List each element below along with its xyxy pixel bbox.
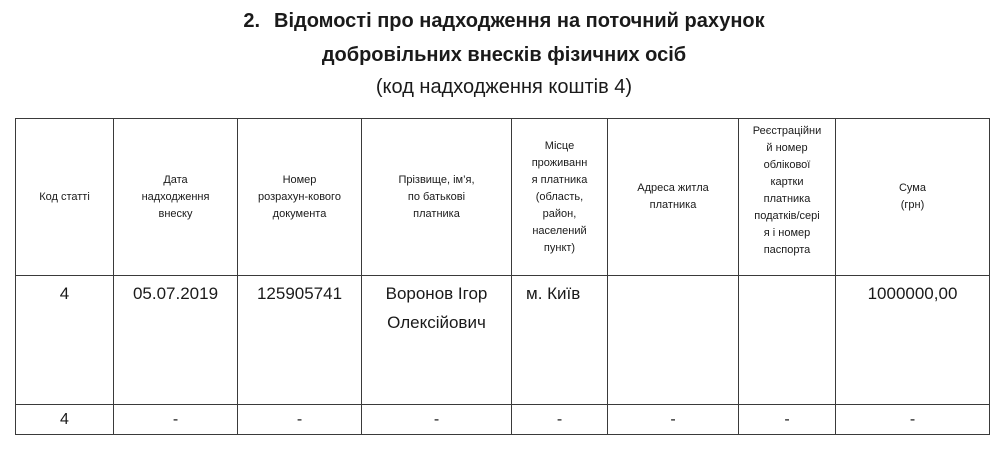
- cell-address: -: [608, 405, 739, 435]
- cell-sum: -: [836, 405, 990, 435]
- header-address: Адреса житла платника: [608, 119, 739, 276]
- cell-document-number: 125905741: [238, 276, 362, 405]
- table-row: [16, 276, 990, 405]
- cell-residence: -: [512, 405, 608, 435]
- section-title: [0, 10, 1008, 33]
- header-residence: Місце проживанн я платника (область, район, населений пункт): [512, 119, 608, 276]
- cell-address: [608, 276, 739, 405]
- cell-article-code: 4: [16, 276, 114, 405]
- cell-registration-number: [739, 276, 836, 405]
- cell-date: 05.07.2019: [114, 276, 238, 405]
- section-title-line2: добровільних внесків фізичних осіб: [321, 44, 687, 66]
- cell-sum: 1000000,00: [836, 276, 990, 405]
- section-subtitle: (код надходження коштів 4): [375, 76, 633, 98]
- section-title-line1: Відомості про надходження на поточний рахунок: [274, 10, 765, 32]
- cell-date: -: [114, 405, 238, 435]
- header-registration-number: Реєстраційни й номер облікової картки платника податків/сері я і номер паспорта: [739, 119, 836, 276]
- contributions-table: [15, 118, 990, 435]
- table-header-row: [16, 119, 990, 276]
- header-sum: Сума (грн): [836, 119, 990, 276]
- section-number: 2.: [243, 10, 261, 32]
- header-article-code: Код статті: [16, 119, 114, 276]
- header-date: Дата надходження внеску: [114, 119, 238, 276]
- cell-article-code: 4: [16, 405, 114, 435]
- table-row: [16, 405, 990, 435]
- cell-payer-name: -: [362, 405, 512, 435]
- cell-registration-number: -: [739, 405, 836, 435]
- header-payer-name: Прізвище, ім’я, по батькові платника: [362, 119, 512, 276]
- cell-residence: м. Київ: [512, 276, 608, 405]
- header-document-number: Номер розрахун-кового документа: [238, 119, 362, 276]
- cell-payer-name: Воронов Ігор Олексійович: [362, 276, 512, 405]
- cell-document-number: -: [238, 405, 362, 435]
